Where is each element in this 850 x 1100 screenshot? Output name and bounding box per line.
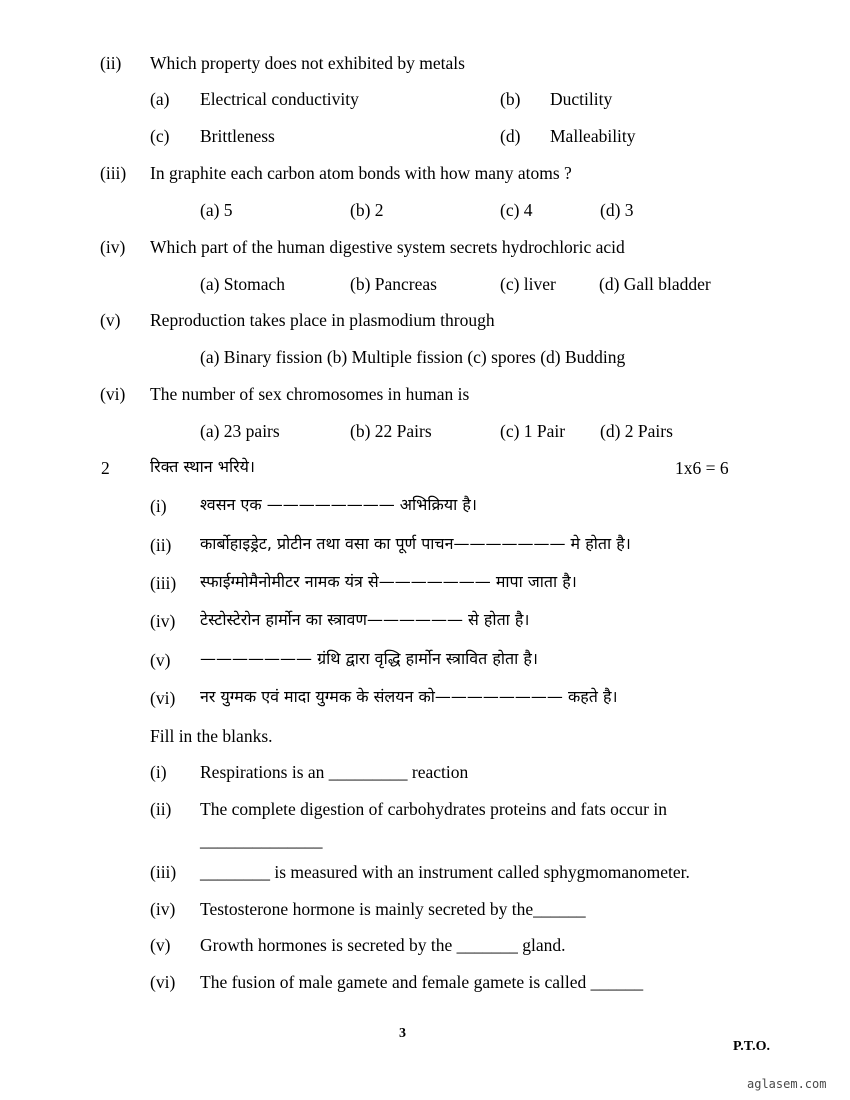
- option: (c) 1 Pair: [500, 421, 566, 441]
- question-number: 2: [101, 458, 110, 478]
- item-number: (iii): [150, 862, 177, 882]
- english-blank-item: The complete digestion of carbohydrates proteins and fats occur in: [200, 799, 667, 819]
- question-number: (ii): [100, 53, 122, 73]
- option-label: (a): [150, 89, 170, 109]
- option: (a) Stomach: [200, 274, 286, 294]
- english-blank-item: The fusion of male gamete and female gamete is called ______: [200, 972, 644, 992]
- hindi-blank-item: ——————— ग्रंथि द्वारा वृद्धि हार्मोन स्त्रावित होता है।: [200, 649, 538, 668]
- option: (a) 23 pairs: [200, 421, 280, 441]
- option: (b) 22 Pairs: [350, 421, 432, 441]
- item-number: (vi): [150, 688, 176, 708]
- item-number: (vi): [150, 972, 176, 992]
- page-number: 3: [399, 1026, 406, 1041]
- item-number: (i): [150, 762, 167, 782]
- section-heading-english: Fill in the blanks.: [150, 726, 273, 746]
- options-line: (a) Binary fission (b) Multiple fission (c) spores (d) Budding: [200, 347, 626, 367]
- option-text: Malleability: [550, 126, 636, 146]
- option-label: (b): [500, 89, 521, 109]
- item-number: (v): [150, 650, 171, 670]
- pto-marker: P.T.O.: [733, 1039, 770, 1054]
- question-text: The number of sex chromosomes in human is: [150, 384, 470, 404]
- option: (c) liver: [500, 274, 556, 294]
- option: (b) Pancreas: [350, 274, 437, 294]
- english-blank-item: Testosterone hormone is mainly secreted by the______: [200, 899, 586, 919]
- item-number: (iv): [150, 611, 176, 631]
- item-number: (ii): [150, 535, 172, 555]
- section-heading-hindi: रिक्त स्थान भरिये।: [150, 457, 255, 476]
- question-number: (v): [100, 310, 121, 330]
- english-blank-item: Respirations is an _________ reaction: [200, 762, 469, 782]
- english-blank-continuation: ______________: [200, 830, 323, 850]
- option: (c) 4: [500, 200, 533, 220]
- option: (d) Gall bladder: [599, 274, 711, 294]
- hindi-blank-item: नर युग्मक एवं मादा युग्मक के संलयन को———————— कहते है।: [200, 687, 618, 706]
- option-text: Ductility: [550, 89, 613, 109]
- english-blank-item: ________ is measured with an instrument called sphygmomanometer.: [200, 862, 690, 882]
- option-text: Electrical conductivity: [200, 89, 359, 109]
- hindi-blank-item: कार्बोहाइड्रेट, प्रोटीन तथा वसा का पूर्ण पाचन——————— मे होता है।: [200, 534, 631, 553]
- option: (d) 2 Pairs: [600, 421, 673, 441]
- question-number: (iii): [100, 163, 127, 183]
- hindi-blank-item: श्वसन एक ———————— अभिक्रिया है।: [200, 495, 477, 514]
- question-number: (iv): [100, 237, 126, 257]
- question-text: Which part of the human digestive system secrets hydrochloric acid: [150, 237, 625, 257]
- marks: 1x6 = 6: [675, 458, 729, 478]
- question-number: (vi): [100, 384, 126, 404]
- option: (a) 5: [200, 200, 233, 220]
- hindi-blank-item: स्फाईग्मोमैनोमीटर नामक यंत्र से——————— मापा जाता है।: [200, 572, 577, 591]
- option: (d) 3: [600, 200, 634, 220]
- item-number: (v): [150, 935, 171, 955]
- question-text: Reproduction takes place in plasmodium through: [150, 310, 495, 330]
- hindi-blank-item: टेस्टोस्टेरोन हार्मोन का स्त्रावण—————— से होता है।: [200, 610, 530, 629]
- english-blank-item: Growth hormones is secreted by the _______ gland.: [200, 935, 566, 955]
- item-number: (iii): [150, 573, 177, 593]
- item-number: (i): [150, 496, 167, 516]
- option-label: (d): [500, 126, 521, 146]
- option-text: Brittleness: [200, 126, 275, 146]
- option: (b) 2: [350, 200, 384, 220]
- option-label: (c): [150, 126, 170, 146]
- item-number: (iv): [150, 899, 176, 919]
- item-number: (ii): [150, 799, 172, 819]
- question-text: In graphite each carbon atom bonds with how many atoms ?: [150, 163, 572, 183]
- question-text: Which property does not exhibited by metals: [150, 53, 465, 73]
- watermark: aglasem.com: [747, 1077, 827, 1091]
